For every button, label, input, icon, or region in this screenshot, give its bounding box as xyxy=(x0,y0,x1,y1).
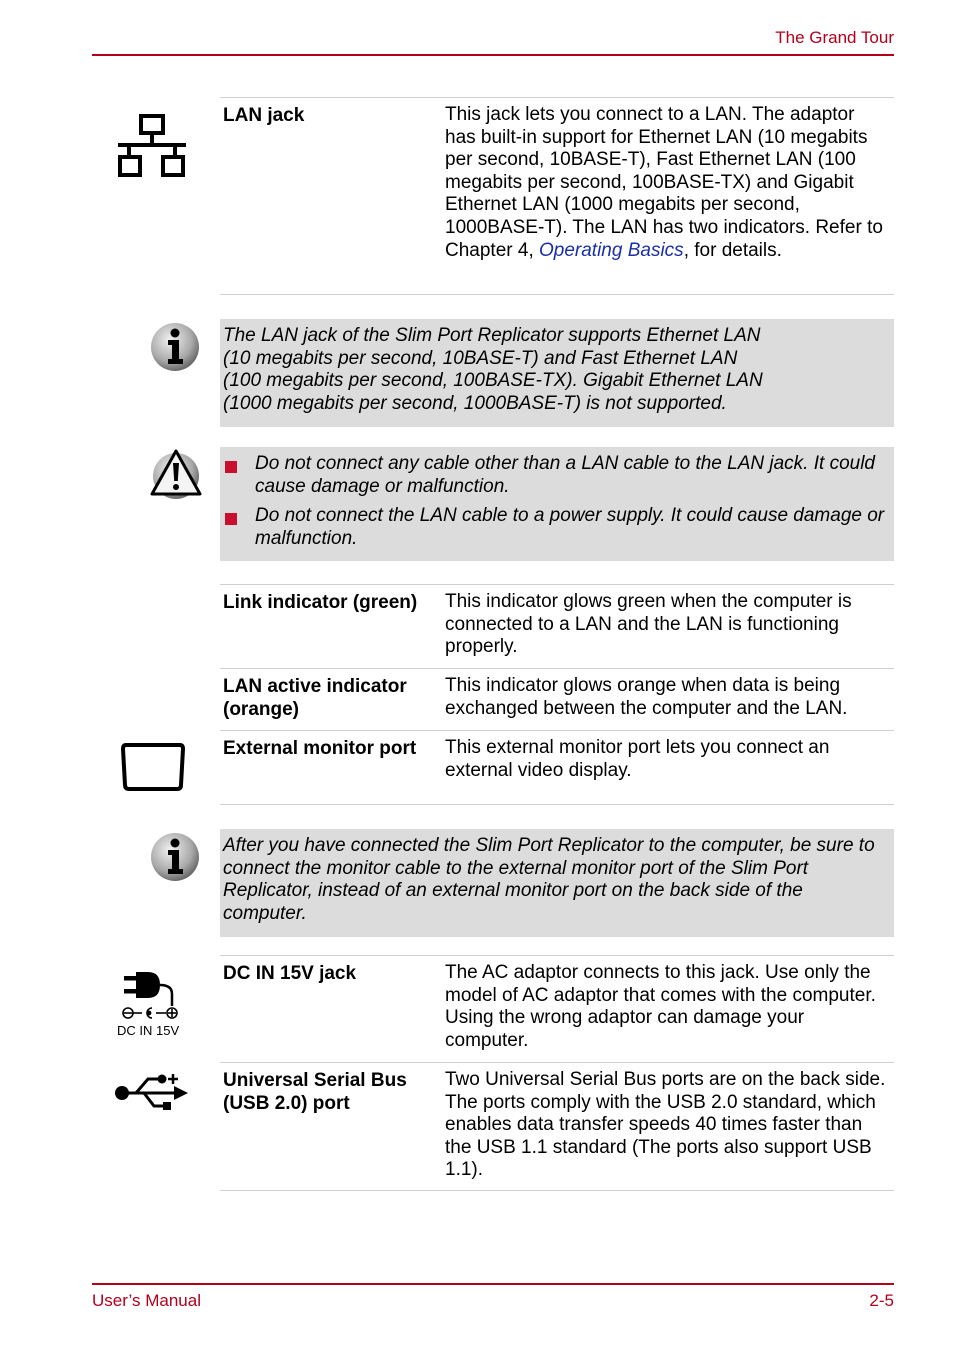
link-indicator-term: Link indicator (green) xyxy=(223,592,418,613)
lan-active-description: This indicator glows orange when data is being exchanged between the computer and the LAN. xyxy=(445,675,848,719)
link-indicator-row xyxy=(220,584,894,668)
note-line: (100 megabits per second, 100BASE-TX). Gigabit Ethernet LAN xyxy=(223,370,763,392)
info-icon xyxy=(149,321,201,373)
row-divider xyxy=(220,1190,894,1191)
usb-term: Universal Serial Bus (USB 2.0) port xyxy=(223,1070,407,1114)
warning-text: Do not connect any cable other than a LAN cable to the LAN jack. It could cause damage or malfunction. xyxy=(255,453,875,497)
warning-lan-cable xyxy=(220,447,894,561)
note-lan-text xyxy=(223,325,891,415)
warning-text: Do not connect the LAN cable to a power supply. It could cause damage or malfunction. xyxy=(255,505,885,549)
dc-in-description: The AC adaptor connects to this jack. Use only the model of AC adaptor that comes with the computer. Using the wrong adaptor can damage your computer. xyxy=(445,962,876,1051)
row-divider xyxy=(220,804,894,805)
note-monitor-text: After you have connected the Slim Port Replicator to the computer, be sure to connect the monitor cable to the external monitor port of the Slim Port Replicator, instead of an external monitor port on the back side of the computer. xyxy=(223,835,875,924)
external-monitor-description: This external monitor port lets you connect an external video display. xyxy=(445,737,830,781)
footer-page-number: 2-5 xyxy=(869,1291,894,1310)
page-header-title: The Grand Tour xyxy=(775,28,894,47)
caution-icon xyxy=(149,448,203,500)
footer-rule xyxy=(92,1283,894,1285)
monitor-port-icon xyxy=(120,741,186,793)
external-monitor-term: External monitor port xyxy=(223,738,417,759)
lan-jack-desc-text: This jack lets you connect to a LAN. The adaptor has built-in support for Ethernet LAN (10 megabits per second, 10BASE-T), Fast Ethernet LAN (100 megabits per second, 100BASE-TX) and Gigabit Ethernet LAN (1000 megabits per second, 1000BASE-T). The LAN has two indicators. Refer to Chapter 4, xyxy=(445,104,883,261)
lan-jack-description xyxy=(445,104,890,262)
note-line: (10 megabits per second, 10BASE-T) and Fast Ethernet LAN xyxy=(223,347,738,369)
row-divider xyxy=(220,294,894,295)
lan-network-icon xyxy=(116,113,188,181)
operating-basics-link[interactable]: Operating Basics xyxy=(539,239,684,261)
dc-in-plug-icon xyxy=(114,966,192,1038)
lan-jack-desc-end: , for details. xyxy=(683,239,782,261)
warning-bullet xyxy=(225,513,237,525)
external-monitor-row xyxy=(220,730,894,805)
lan-active-indicator-row xyxy=(220,668,894,730)
info-icon xyxy=(149,831,201,883)
lan-active-term: LAN active indicator (orange) xyxy=(223,676,407,720)
dc-in-icon-label: DC IN 15V xyxy=(117,1023,180,1038)
warning-bullet xyxy=(225,461,237,473)
header-rule xyxy=(92,54,894,56)
dc-in-row xyxy=(220,955,894,1062)
usb-icon xyxy=(114,1070,192,1116)
note-monitor-cable xyxy=(220,829,894,937)
usb-row xyxy=(220,1062,894,1191)
footer-manual-title: User’s Manual xyxy=(92,1291,201,1310)
note-lan-replicator xyxy=(220,319,894,427)
lan-jack-row xyxy=(220,97,894,294)
note-line: (1000 megabits per second, 1000BASE-T) is not supported. xyxy=(223,392,727,414)
lan-jack-term: LAN jack xyxy=(223,105,305,126)
link-indicator-description: This indicator glows green when the computer is connected to a LAN and the LAN is functioning properly. xyxy=(445,591,852,658)
usb-description: Two Universal Serial Bus ports are on the back side. The ports comply with the USB 2.0 standard, which enables data transfer speeds 40 times faster than the USB 1.1 standard (The ports also support USB 1.1). xyxy=(445,1069,886,1181)
dc-in-term: DC IN 15V jack xyxy=(223,963,357,984)
note-line: The LAN jack of the Slim Port Replicator supports Ethernet LAN xyxy=(223,325,761,346)
